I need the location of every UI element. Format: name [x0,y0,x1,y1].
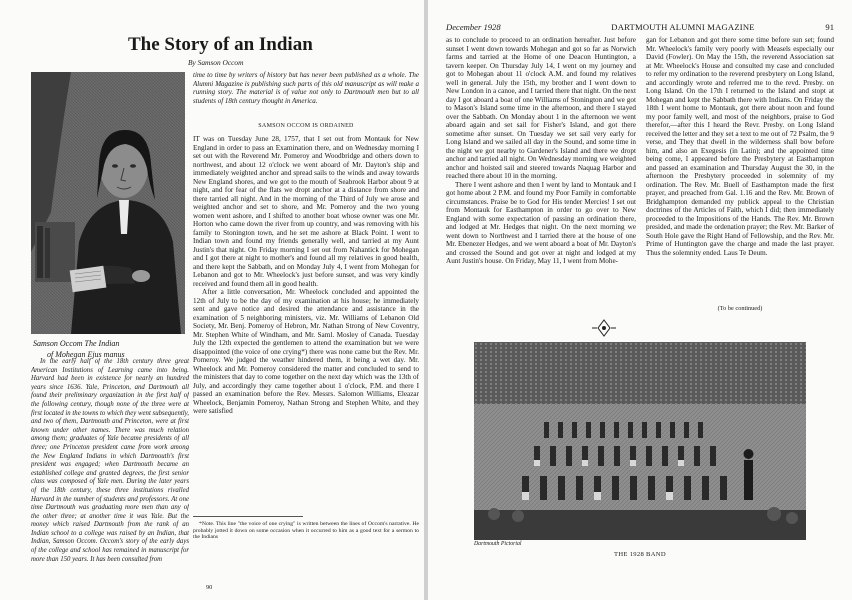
portrait-illustration [31,72,185,334]
to-be-continued: (To be continued) [717,305,763,312]
ornament-icon [590,318,618,338]
footnote [193,521,419,541]
left-page [0,0,424,600]
magazine-name: DARTMOUTH ALUMNI MAGAZINE [611,22,755,32]
section-heading: SAMSON OCCOM IS ORDAINED [258,123,354,129]
portrait-caption-line-1: Samson Occom The Indian [33,339,120,348]
article-title: The Story of an Indian [128,34,313,55]
right-col1-paragraph-1: as to conclude to proceed to an ordination hereafter. Just before sunset I went down towards Mohegan and got so far as Norwich farms and tarried at the Home of one Deacon Huntington, a tavern keeper. On Thursday July 14, I went on my journey and got to Mohegan about 11 o'clock A.M. and found my relatives well in general. July the 15th, my brother and I went down to New London in a canoe, and I tarried there that night. On the next day I got aboard a boat of one Williams of Stonington and we got to Mason's Island some time in the afternoon, and there I stayed over the Sabbath. On Monday about 1 in the afternoon we went aboard again and set sail for Fisher's Island, and got there sometime after sunset. On Tuesday we set sail very early for Long Island and we sailed all day in the Sound, and some time in the night we got nearby to Gardener's Island and there we dropt anchor and tarried all night. On Wednesday morning we weighted anchor and hoisted sail and steered towards Naquag Harbor and reached there about 10 in the morning. [446,36,636,180]
narrative-paragraph-2: After a little conversation, Mr. Wheelock concluded and appointed the 12th of July to be the day of my examination at his house; he immediately sent and gave notice and desired the attendance and assistance in the examination of 5 neighboring ministers, viz. Mr. Williams of Lebanon Old Society, Mr. Benj. Pomeroy of Hebron, Mr. Nathan Strong of New Coventry, Mr. Stephen White of Windham, and Mr. Saml. Mosley of Canada. Tuesday July the 12th expected the gentlemen to attend the examination but we were disappointed (the voice of one crying*) there was none came but the Rev. Mr. Pomeroy. We judged the weather hindered them, it being a wet day. Mr. Wheelock and Mr. Pomeroy considered the matter and concluded to send to the ministers that day to come together on the next day which was the 13th of July, and accordingly they came together about 1 o'clock, P.M. and there I passed an examination before the Rev. Messrs. Salomon Williams, Eleazar Wheelock, Benjamin Pomeroy, Nathan Strong and Stephen White, and they were satisfied [193,288,419,415]
photo-caption: THE 1928 BAND [614,551,666,558]
footnote-text: *Note. This line "the voice of one crying" is written between the lines of Occom's narrative. He probably jotted it down on some occasion when it occurred to him as a good text for a sermon to the Indians [193,521,419,541]
right-page [428,0,852,600]
portrait-caption-line-2: of Mohegan Ejus manus [47,350,125,359]
article-byline: By Samson Occom [188,58,244,67]
page-number-right: 91 [825,22,834,32]
issue-date: December 1928 [446,22,501,32]
right-col2-paragraph-1: gan for Lebanon and got there some time before sun set; found Mr. Wheelock's family very poorly with Measels especially our David (Fowler). On May the 15th, the reverend Association sat at Mr. Wheelock's House and consulted my case and concluded to refer my ordination to the reverend presbytery on Long Island, and accordingly wrote and referred me to the revd. Presby. on Long Island. On the 17th I returned to the Island and stopt at Mohegan and kept the Sabbath there with Indians. On Friday the 18th I went home to Montauk, got there about noon and found my poor family well, and most of the neighbors, praise to God therefor,—after this I heard the Revr. Presby. on Long Island received the letter and they set a text to me out of 72 Psalm, the 9 verse, and They that dwell in the wilderness shall bow before him, and also an Exegesis (in Latin); and the appointed time being come, I appeared before the Presbytery at Easthampton and passed an examination and Thursday August the 30, in the afternoon the Presbytery proceeded in solemnity of my ordination. The Rev. Mr. Buell of Easthampton made the first prayer, and preached from Gal. 1.16 and the Rev. Mr. Brown of Bridghampton demanded my publick appeal to the Christian doctrines of the Articles of Faith, which I did; then immediately proceeded to the Impositions of the Hands. The Rev. Mr. Brown presided, and made the ordenation prayer; the Rev. Mr. Barker of South Hole gave the Right Hand of Fellowship, and the Rev. Mr. Prime of Huntington gave the charge and made the last prayer. Thus the solemnity ended. Laus Te Deum. [646,36,834,257]
right-col1-paragraph-2: There I went ashore and then I went by land to Montauk and I got home about 2 P.M. and found my Poor Family in comfortable circumstances. Praise be to God for His tender Mercies! I set out from Montauk for Easthampton in order to go over to New England with some expectation of passing an ordination there, and lodged at Mr. Hedges that night. On the next morning we went down to Northwest and I tarried there at the house of one Mr. Ebenezer Hedges, and we went aboard a boat of Mr. Dayton's and crossed the Sound and got over at night and lodged at my Aunt Justin's house. On Friday, May 11, I went from Mohe- [446,180,636,265]
photo-credit: Dartmouth Pictorial [474,541,522,547]
footnote-rule [193,516,303,517]
preface-paragraph: time to time by writers of history but has never been published as a whole. The Alumni Magazine is publishing such parts of this old manuscript as will make a running story. The material is of value not only to Dartmouth men but to all students of 18th century thought in America. [193,71,419,105]
page-number-left: 90 [206,584,213,591]
right-column-1 [446,36,636,340]
intro-paragraph: In the early half of the 18th century three great American Institutions of Learning came into being. Harvard had been in existence for nearly an hundred years since 1636. Yale, Princeton, and Dartmouth all found their preliminary organization in the first half of the following century, though none of the three were at first located in the towns to which they went subsequently, and two of them, Dartmouth and Princeton, were at first known under other names. There was much relation among them; graduates of Yale became presidents of all three; one Princeton president came from work among the New England Indians in which Dartmouth's first president was engaged; when Dartmouth became an established college and granted degrees, the first senior class was composed of Yale men. During the later years of the 18th century, these three institutions rivalled Harvard in the number of students and professors. At one time Dartmouth was graduating more men than any of the other three; at another time it was Yale. But the money which raised Dartmouth from the rank of an Indian school to a college was raised by an Indian, that Indian, Samson Occom. Occom's story of the early days of the college and school has remained in manuscript for more than 150 years. It has been consulted from [31,358,189,563]
band-photograph [474,342,806,540]
narrative-paragraph-1: IT was on Tuesday June 28, 1757, that I set out from Montauk for New England in order to pass an Examination there, and on Wednesday morning I set out with the Reverend Mr. Pomeroy and Woodbridge and others down to northwest, and about 12 o'clock we went aboard of Mr. Dayton's ship and immediately weighted anchor and spread sails to the winds and away towards New England shores, and we got to the mouth of Seabrook Harbor about 9 at night, and for fear of the flats we dropt anchor at a distance from shore and there tarried all night. And in the morning of the Third of July we arose and weighted anchor and set to shore, and Mr. Pomeroy and the two young women went ashore, and I shifted to another boat whose owner was one Mr. Horton who came down the river from up country, and was removing with his family to Stonington town, and he set me ashore at Black Point. I went to Indian town and found my friends generally well, and tarried at my Aunt Justin's that night. On Friday morning I set out from Nahantick for Mohegan and I got there at night to mother's and found all my relatives in good health, and there kept the Sabbath, and on Monday July 4, I went from Mohegan for Lebanon and got to Mr. Wheelock's just before sunset, and was very kindly received and found them all in good health. [193,135,419,288]
band-photo-illustration [474,342,806,540]
portrait-engraving [31,72,185,334]
editor-preface [193,71,419,105]
portrait-signature-caption [33,338,193,360]
right-column-2 [646,36,834,304]
editor-introduction [31,358,189,564]
narrative-column [193,135,419,520]
